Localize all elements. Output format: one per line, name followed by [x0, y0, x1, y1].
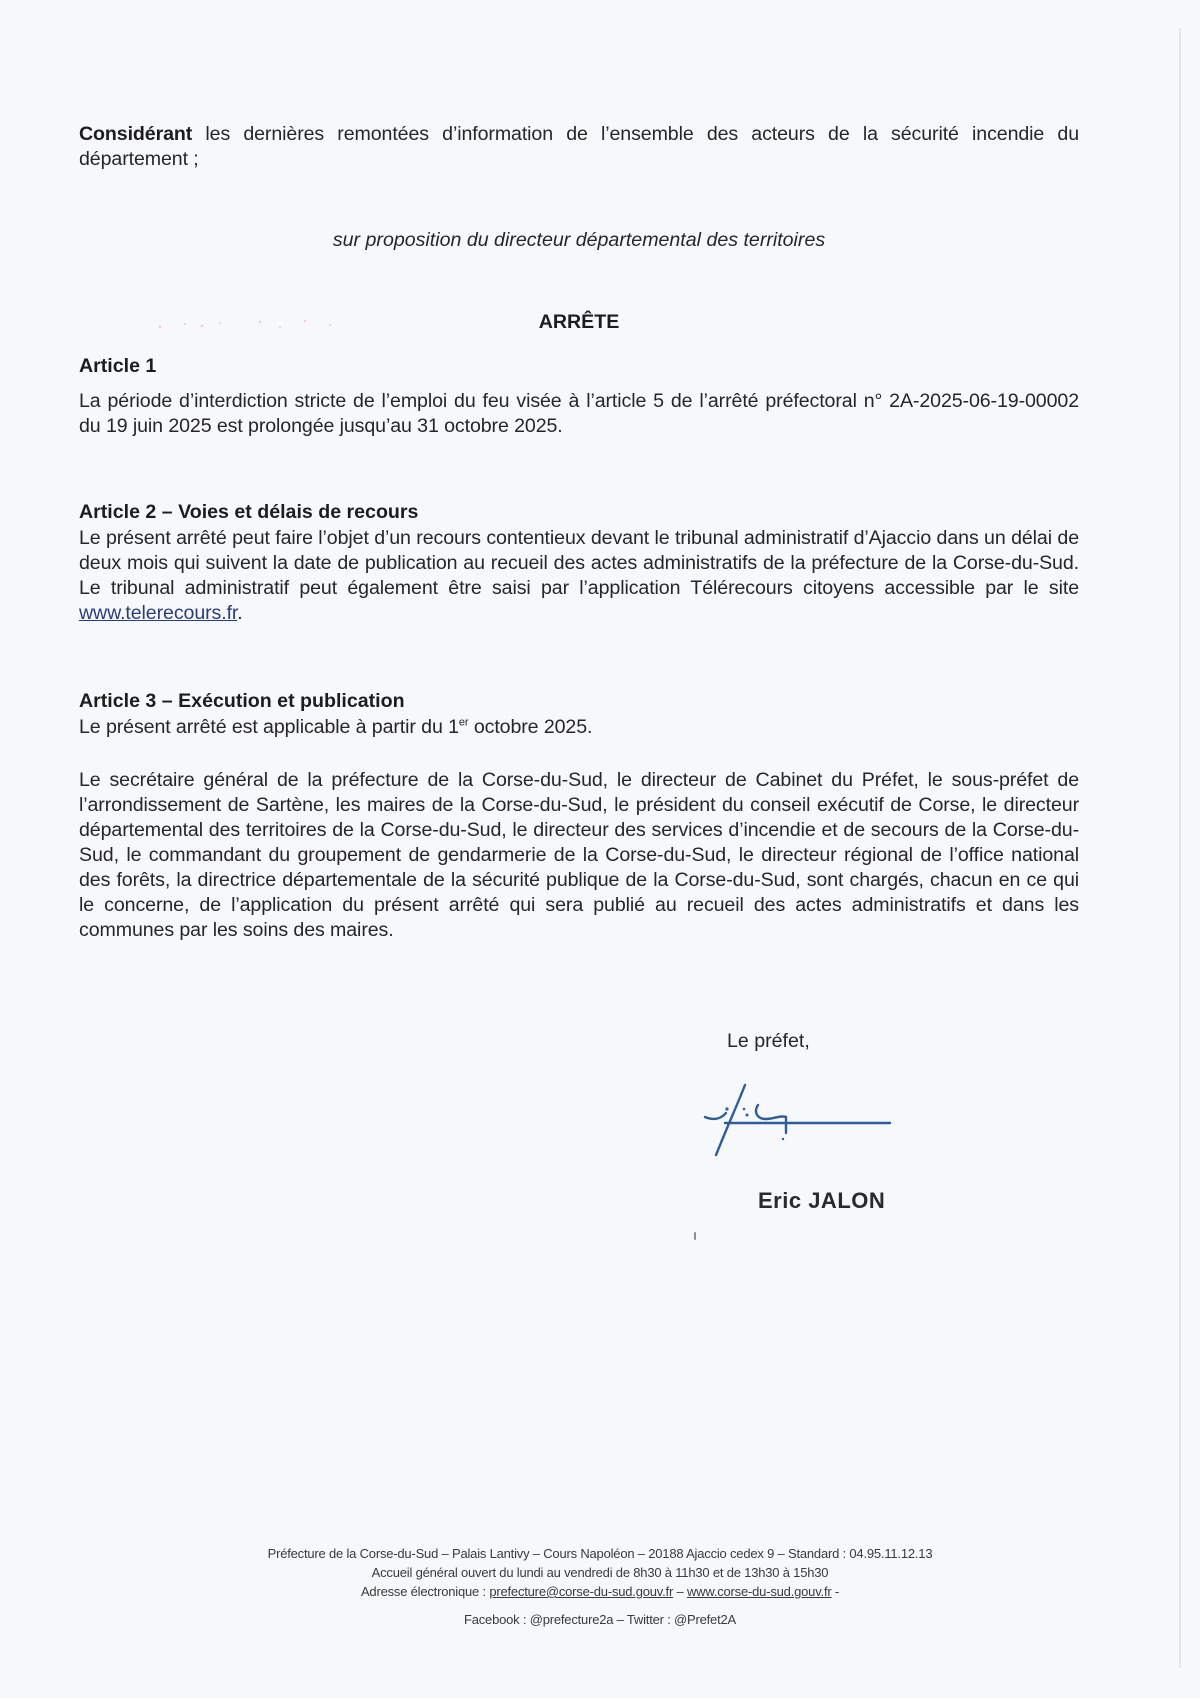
decision-title: ARRÊTE — [538, 311, 620, 333]
footer-address: Préfecture de la Corse-du-Sud – Palais Lantivy – Cours Napoléon – 20188 Ajaccio cedex 9 – Standard : 04.95.11.12.13 — [267, 1546, 933, 1561]
signatory-name: Eric JALON — [758, 1188, 886, 1213]
article-3-title: Article 3 – Exécution et publication — [79, 690, 405, 712]
article-1-text: La période d’interdiction stricte de l’emploi du feu visée à l’article 5 de l’arrêté préfectoral n° 2A-2025-06-19-00002 du 19 juin 2025 est prolongée jusqu’au 31 octobre 2025. — [79, 390, 1079, 437]
article-2-body: Le présent arrêté peut faire l’objet d’un recours contentieux devant le tribunal administratif d’Ajaccio dans un délai de deux mois qui suivent la date de publication au recueil des actes administratifs de la préfecture de la Corse-du-Sud. Le tribunal administratif peut également être saisi par l’application Télérecours citoyens accessible par le site — [79, 527, 1079, 599]
signatory-title: Le préfet, — [727, 1030, 810, 1052]
applicability-date: octobre 2025. — [468, 716, 593, 738]
footer-tail: - — [831, 1584, 840, 1599]
signature-block — [640, 1030, 920, 1230]
considerant-lead: Considérant — [79, 123, 193, 145]
article-3-applicability — [79, 715, 1079, 740]
article-1-title: Article 1 — [79, 355, 157, 377]
considerant-paragraph — [79, 122, 1079, 172]
footer-separator: – — [673, 1584, 687, 1599]
footer-hours: Accueil général ouvert du lundi au vendredi de 8h30 à 11h30 et de 13h30 à 15h30 — [371, 1565, 829, 1580]
footer-social: Facebook : @prefecture2a – Twitter : @Prefet2A — [463, 1612, 737, 1627]
footer-contact — [0, 1584, 1200, 1599]
footer-email-link[interactable]: prefecture@corse-du-sud.gouv.fr — [489, 1584, 674, 1599]
scan-edge-line — [1179, 28, 1181, 1668]
scan-mark — [694, 1232, 696, 1240]
article-3-execution: Le secrétaire général de la préfecture de la Corse-du-Sud, le directeur de Cabinet du Préfet, le sous-préfet de l’arrondissement de Sartène, les maires de la Corse-du-Sud, le président du conseil exécutif de Corse, le directeur départemental des territoires de la Corse-du-Sud, le directeur des services d’incendie et de secours de la Corse-du-Sud, le commandant du groupement de gendarmerie de la Corse-du-Sud, le directeur régional de l’office national des forêts, la directrice départementale de la sécurité publique de la Corse-du-Sud, sont chargés, chacun en ce qui le concerne, de l’application du présent arrêté qui sera publié au recueil des actes administratifs et dans les communes par les soins des maires. — [79, 769, 1079, 941]
article-2-period: . — [237, 602, 243, 624]
article-2-title: Article 2 – Voies et délais de recours — [79, 501, 419, 523]
footer-email-label: Adresse électronique : — [360, 1584, 490, 1599]
proposition-line: sur proposition du directeur départemental des territoires — [332, 229, 826, 251]
applicability-superscript: er — [458, 716, 469, 729]
telerecours-link[interactable]: www.telerecours.fr — [79, 602, 238, 624]
footer-website-link[interactable]: www.corse-du-sud.gouv.fr — [686, 1584, 832, 1599]
applicability-text: Le présent arrêté est applicable à partir du 1 — [79, 716, 459, 738]
considerant-text: les dernières remontées d’information de l’ensemble des acteurs de la sécurité incendie du département ; — [79, 123, 1079, 170]
handwritten-signature — [700, 1075, 910, 1175]
article-2-text — [79, 526, 1079, 626]
